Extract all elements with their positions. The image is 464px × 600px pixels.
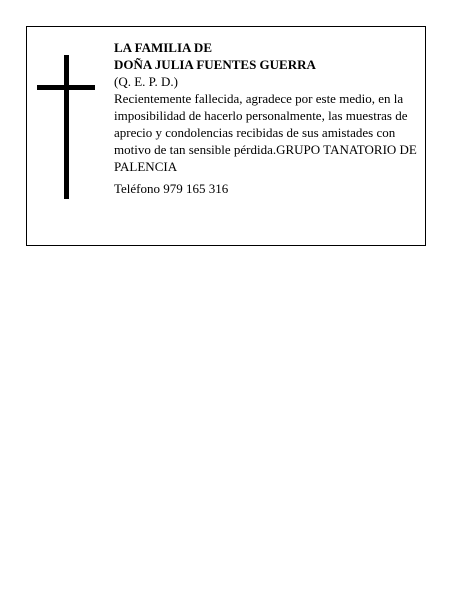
heading-family-of: LA FAMILIA DE [114,40,212,55]
phone-number: Teléfono 979 165 316 [114,181,229,196]
obituary-notice [26,26,426,246]
cross-vertical-bar [64,55,69,199]
heading-deceased-name: DOÑA JULIA FUENTES GUERRA [114,57,316,72]
rip-abbreviation: (Q. E. P. D.) [114,74,178,89]
cross-horizontal-bar [37,85,95,90]
acknowledgement-text: Recientemente fallecida, agradece por este medio, en la imposibilidad de hacerlo personalmente, las muestras de aprecio y condolencias recibidas de sus amistades con motivo de tan sensible pérdida.GRUPO TANATORIO DE PALENCIA [114,91,417,174]
notice-text [114,39,420,197]
cross-icon [37,55,95,199]
